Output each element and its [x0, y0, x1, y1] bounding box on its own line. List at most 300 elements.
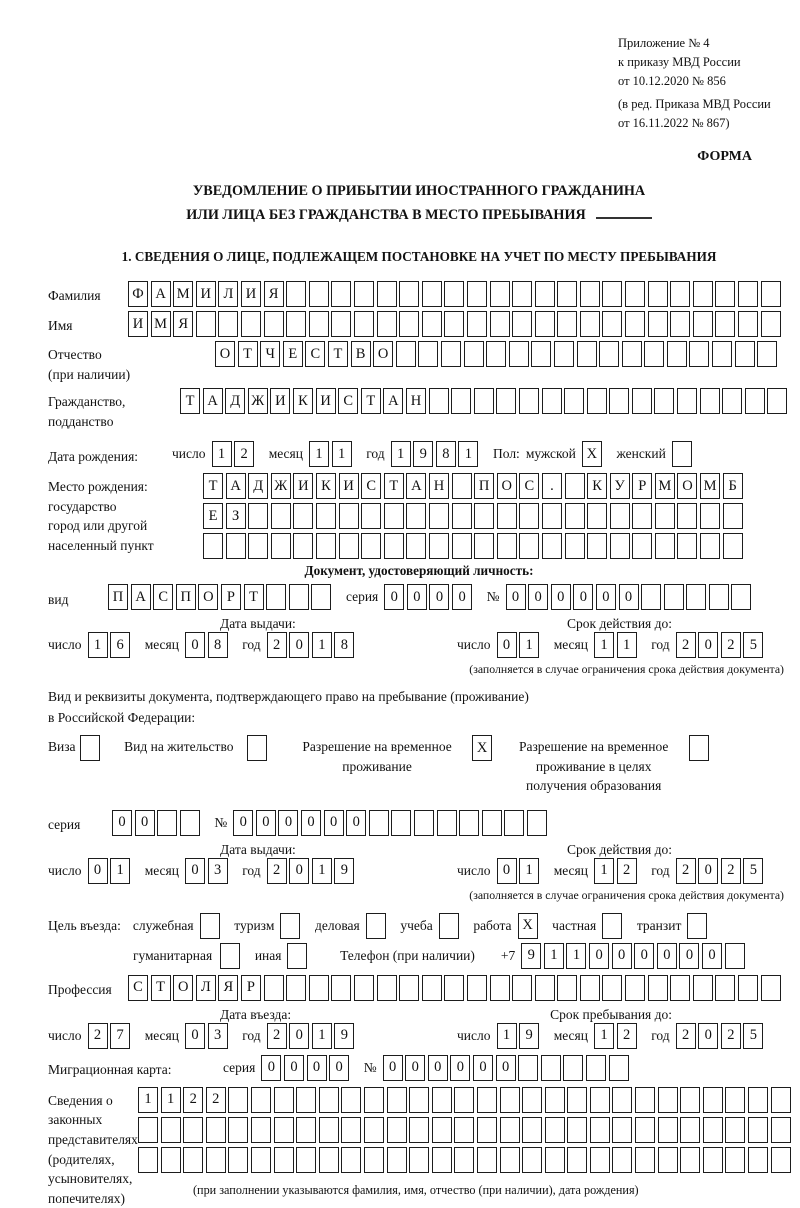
char-cell: 2 — [617, 1023, 637, 1049]
char-cell — [709, 584, 729, 610]
purpose-humanitarian-checkbox[interactable] — [220, 943, 243, 969]
birth-year-input[interactable] — [391, 441, 481, 467]
char-cell: 8 — [436, 441, 456, 467]
char-cell: З — [226, 503, 246, 529]
char-cell: 0 — [405, 1055, 425, 1081]
char-cell: 0 — [324, 810, 344, 836]
char-cell — [677, 388, 697, 414]
char-cell: Е — [283, 341, 303, 367]
char-cell — [467, 311, 487, 337]
given-name-input[interactable] — [128, 311, 783, 337]
guardians-input-line2[interactable] — [138, 1117, 793, 1143]
id-valid-year-input[interactable] — [676, 632, 766, 658]
char-cell: 0 — [589, 943, 609, 969]
char-cell — [452, 533, 472, 559]
char-cell — [161, 1147, 181, 1173]
char-cell: 0 — [473, 1055, 493, 1081]
guardians-input-line1[interactable] — [138, 1087, 793, 1113]
char-cell — [725, 1087, 745, 1113]
char-cell: 9 — [334, 858, 354, 884]
char-cell — [444, 311, 464, 337]
char-cell — [535, 311, 555, 337]
guardians-note: (при заполнении указываются фамилия, имя, отчество (при наличии), дата рождения) — [193, 1182, 639, 1197]
char-cell: М — [151, 311, 171, 337]
visa-label: Виза — [48, 739, 76, 755]
char-cell: 0 — [289, 632, 309, 658]
visa-checkbox[interactable] — [80, 735, 103, 761]
entry-date-headers — [48, 1007, 790, 1023]
valid-until-label: Срок действия до: — [567, 841, 672, 857]
char-cell: В — [351, 341, 371, 367]
char-cell: И — [316, 388, 336, 414]
char-cell — [535, 975, 555, 1001]
char-cell — [429, 533, 449, 559]
entry-month-input[interactable] — [185, 1023, 230, 1049]
char-cell: 2 — [267, 632, 287, 658]
sex-male-checkbox[interactable] — [582, 441, 605, 467]
birth-place-input-line1[interactable] — [203, 473, 745, 499]
id-issue-day-input[interactable] — [88, 632, 133, 658]
char-cell — [586, 1055, 606, 1081]
char-cell — [635, 1117, 655, 1143]
char-cell — [251, 1147, 271, 1173]
char-cell — [545, 1117, 565, 1143]
char-cell — [418, 341, 438, 367]
char-cell: Р — [632, 473, 652, 499]
residence-issue-month-input[interactable] — [185, 858, 230, 884]
char-cell — [693, 281, 713, 307]
birth-day-input[interactable] — [212, 441, 257, 467]
given-name-label: Имя — [48, 318, 73, 334]
entry-year-input[interactable] — [267, 1023, 357, 1049]
entry-dates-row — [48, 1023, 790, 1049]
char-cell: 0 — [506, 584, 526, 610]
char-cell: 1 — [312, 858, 332, 884]
char-cell — [745, 388, 765, 414]
char-cell: 0 — [346, 810, 366, 836]
surname-input[interactable] — [128, 281, 783, 307]
char-cell: Ч — [260, 341, 280, 367]
char-cell: Р — [241, 975, 261, 1001]
char-cell: Я — [173, 311, 193, 337]
char-cell: 1 — [88, 632, 108, 658]
residence-valid-year-input[interactable] — [676, 858, 766, 884]
char-cell: 1 — [110, 858, 130, 884]
birth-place-input-line2[interactable] — [203, 503, 745, 529]
char-cell — [220, 943, 240, 969]
stay-year-input[interactable] — [676, 1023, 766, 1049]
char-cell — [670, 281, 690, 307]
char-cell: Т — [151, 975, 171, 1001]
char-cell: Н — [429, 473, 449, 499]
char-cell: А — [131, 584, 151, 610]
char-cell — [771, 1117, 791, 1143]
char-cell: 0 — [497, 632, 517, 658]
char-cell: 1 — [458, 441, 478, 467]
birth-place-input-line3[interactable] — [203, 533, 745, 559]
char-cell: 0 — [428, 1055, 448, 1081]
char-cell — [241, 311, 261, 337]
char-cell: У — [610, 473, 630, 499]
char-cell — [311, 584, 331, 610]
char-cell: 9 — [519, 1023, 539, 1049]
phone-input[interactable] — [521, 943, 747, 969]
char-cell: 0 — [452, 584, 472, 610]
birth-month-input[interactable] — [309, 441, 354, 467]
char-cell — [384, 503, 404, 529]
char-cell — [454, 1147, 474, 1173]
char-cell — [580, 281, 600, 307]
char-cell: 2 — [267, 1023, 287, 1049]
document-title — [48, 179, 790, 227]
char-cell: 5 — [743, 632, 763, 658]
char-cell: 1 — [617, 632, 637, 658]
char-cell — [738, 975, 758, 1001]
char-cell — [354, 281, 374, 307]
char-cell — [437, 810, 457, 836]
char-cell: М — [173, 281, 193, 307]
char-cell — [331, 975, 351, 1001]
char-cell — [500, 1117, 520, 1143]
birth-place-label: Место рождения: государство город или другой населенный пункт — [48, 479, 154, 553]
char-cell — [602, 975, 622, 1001]
char-cell — [610, 533, 630, 559]
profession-input[interactable] — [128, 975, 783, 1001]
char-cell — [542, 533, 562, 559]
char-cell: 1 — [309, 441, 329, 467]
year-label: год — [242, 637, 261, 653]
stay-until-date-group — [457, 1023, 766, 1049]
residence-doc-line1: Вид и реквизиты документа, подтверждающего право на пребывание (проживание) — [48, 689, 529, 705]
char-cell — [451, 388, 471, 414]
char-cell — [612, 1147, 632, 1173]
char-cell — [316, 533, 336, 559]
sex-female-checkbox[interactable] — [672, 441, 695, 467]
char-cell: 0 — [384, 584, 404, 610]
guardians-inputs — [138, 1087, 793, 1198]
residence-permit-checkbox[interactable] — [247, 735, 270, 761]
char-cell: 1 — [594, 1023, 614, 1049]
char-cell: С — [519, 473, 539, 499]
stay-day-input[interactable] — [497, 1023, 542, 1049]
month-label: месяц — [553, 1027, 588, 1043]
char-cell — [287, 943, 307, 969]
char-cell — [309, 311, 329, 337]
char-cell — [590, 1087, 610, 1113]
char-cell: 0 — [596, 584, 616, 610]
year-label: год — [242, 1027, 261, 1043]
char-cell — [422, 975, 442, 1001]
char-cell — [527, 810, 547, 836]
char-cell — [689, 341, 709, 367]
char-cell: К — [316, 473, 336, 499]
char-cell — [399, 281, 419, 307]
residence-issue-date-group — [48, 858, 357, 884]
patronymic-row — [48, 341, 790, 384]
guardians-label: Сведения о законных представителях (родителях, усыновителях, попечителях) — [48, 1092, 138, 1206]
char-cell: 0 — [233, 810, 253, 836]
char-cell — [429, 503, 449, 529]
surname-row — [48, 281, 790, 307]
char-cell: 1 — [566, 943, 586, 969]
char-cell: 1 — [312, 1023, 332, 1049]
stay-month-input[interactable] — [594, 1023, 639, 1049]
guardians-input-line3[interactable] — [138, 1147, 793, 1173]
valid-until-label: Срок действия до: — [567, 616, 672, 632]
char-cell — [251, 1117, 271, 1143]
series-label: серия — [48, 817, 81, 833]
char-cell — [248, 533, 268, 559]
residence-valid-date-group — [457, 858, 766, 884]
char-cell — [680, 1117, 700, 1143]
char-cell — [80, 735, 100, 761]
char-cell — [567, 1087, 587, 1113]
purpose-lead-label: Цель въезда: — [48, 917, 121, 933]
char-cell: Д — [225, 388, 245, 414]
char-cell: 0 — [497, 858, 517, 884]
char-cell: К — [587, 473, 607, 499]
char-cell: 8 — [208, 632, 228, 658]
char-cell — [444, 281, 464, 307]
char-cell — [654, 388, 674, 414]
migration-number-input[interactable] — [383, 1055, 632, 1081]
char-cell: 0 — [528, 584, 548, 610]
char-cell: С — [128, 975, 148, 1001]
char-cell — [286, 311, 306, 337]
char-cell — [316, 503, 336, 529]
char-cell — [738, 281, 758, 307]
char-cell — [339, 503, 359, 529]
char-cell — [497, 503, 517, 529]
residence-permit-label: Вид на жительство — [124, 739, 234, 755]
purpose-other-label: иная — [254, 947, 282, 963]
id-issue-month-input[interactable] — [185, 632, 230, 658]
char-cell — [577, 341, 597, 367]
char-cell: 0 — [185, 858, 205, 884]
char-cell — [565, 533, 585, 559]
char-cell: 0 — [289, 858, 309, 884]
series-label: серия — [345, 589, 379, 605]
char-cell — [409, 1087, 429, 1113]
patronymic-label: Отчество (при наличии) — [48, 347, 131, 382]
char-cell — [519, 388, 539, 414]
doc-number-input[interactable] — [506, 584, 755, 610]
temp-residence-option — [292, 735, 495, 776]
char-cell: Л — [196, 975, 216, 1001]
number-label: № — [214, 814, 228, 830]
char-cell: 1 — [497, 1023, 517, 1049]
char-cell: 0 — [698, 1023, 718, 1049]
char-cell: 9 — [334, 1023, 354, 1049]
stay-until-label: Срок пребывания до: — [550, 1006, 672, 1022]
char-cell: И — [196, 281, 216, 307]
char-cell — [384, 533, 404, 559]
char-cell: 9 — [413, 441, 433, 467]
patronymic-input[interactable] — [215, 341, 780, 367]
char-cell: 7 — [110, 1023, 130, 1049]
char-cell: 3 — [208, 1023, 228, 1049]
char-cell: 0 — [551, 584, 571, 610]
char-cell — [399, 975, 419, 1001]
char-cell — [748, 1117, 768, 1143]
purpose-tourism-checkbox[interactable] — [280, 913, 303, 939]
char-cell — [672, 441, 692, 467]
char-cell — [180, 810, 200, 836]
char-cell — [700, 503, 720, 529]
char-cell — [545, 1087, 565, 1113]
char-cell — [228, 1117, 248, 1143]
migration-card-label: Миграционная карта: — [48, 1062, 172, 1078]
amendment-line: (в ред. Приказа МВД России — [618, 97, 771, 112]
char-cell — [731, 584, 751, 610]
char-cell — [289, 584, 309, 610]
purpose-transit-label: транзит — [636, 917, 682, 933]
char-cell — [738, 311, 758, 337]
char-cell: 1 — [519, 858, 539, 884]
char-cell: Т — [203, 473, 223, 499]
purpose-work-checkbox[interactable] — [518, 913, 541, 939]
char-cell — [655, 533, 675, 559]
char-cell — [271, 533, 291, 559]
char-cell: А — [383, 388, 403, 414]
residence-issue-year-input[interactable] — [267, 858, 357, 884]
char-cell — [677, 503, 697, 529]
char-cell: 0 — [634, 943, 654, 969]
char-cell: X — [582, 441, 602, 467]
residence-valid-day-input[interactable] — [497, 858, 542, 884]
char-cell: П — [474, 473, 494, 499]
char-cell — [658, 1087, 678, 1113]
char-cell — [247, 735, 267, 761]
char-cell: Ж — [271, 473, 291, 499]
char-cell: 2 — [267, 858, 287, 884]
given-name-row — [48, 311, 790, 337]
migration-series-input[interactable] — [261, 1055, 351, 1081]
doc-type-input[interactable] — [108, 584, 334, 610]
residence-doc-line2: в Российской Федерации: — [48, 710, 196, 726]
temp-residence-edu-option — [509, 735, 712, 796]
year-label: год — [651, 862, 670, 878]
char-cell — [565, 473, 585, 499]
char-cell — [590, 1147, 610, 1173]
char-cell — [509, 341, 529, 367]
purpose-study-label: учеба — [400, 917, 433, 933]
purpose-official-checkbox[interactable] — [200, 913, 223, 939]
char-cell: 0 — [88, 858, 108, 884]
char-cell — [504, 810, 524, 836]
doc-series-input[interactable] — [384, 584, 474, 610]
char-cell: 1 — [161, 1087, 181, 1113]
char-cell — [264, 311, 284, 337]
char-cell: 2 — [676, 858, 696, 884]
temp-residence-checkbox[interactable] — [472, 735, 495, 761]
id-valid-month-input[interactable] — [594, 632, 639, 658]
char-cell: 8 — [334, 632, 354, 658]
id-valid-day-input[interactable] — [497, 632, 542, 658]
char-cell — [693, 311, 713, 337]
char-cell: 2 — [721, 858, 741, 884]
char-cell: Т — [328, 341, 348, 367]
char-cell — [625, 975, 645, 1001]
char-cell — [664, 584, 684, 610]
char-cell — [518, 1055, 538, 1081]
char-cell — [632, 533, 652, 559]
purpose-other-checkbox[interactable] — [287, 943, 310, 969]
char-cell: И — [128, 311, 148, 337]
char-cell — [722, 388, 742, 414]
char-cell — [522, 1147, 542, 1173]
char-cell: 1 — [332, 441, 352, 467]
id-issue-year-input[interactable] — [267, 632, 357, 658]
purpose-business-checkbox[interactable] — [366, 913, 389, 939]
char-cell — [542, 388, 562, 414]
char-cell — [218, 311, 238, 337]
char-cell — [723, 503, 743, 529]
char-cell: Т — [238, 341, 258, 367]
char-cell: 0 — [698, 632, 718, 658]
char-cell — [387, 1117, 407, 1143]
purpose-transit-checkbox[interactable] — [687, 913, 710, 939]
year-label: год — [242, 862, 261, 878]
char-cell: 1 — [312, 632, 332, 658]
char-cell — [251, 1087, 271, 1113]
char-cell: 2 — [183, 1087, 203, 1113]
valid-note: (заполняется в случае ограничения срока действия документа) — [469, 887, 784, 902]
char-cell: 1 — [519, 632, 539, 658]
char-cell — [641, 584, 661, 610]
char-cell: 1 — [544, 943, 564, 969]
char-cell — [271, 503, 291, 529]
citizenship-input[interactable] — [180, 388, 790, 414]
char-cell — [602, 913, 622, 939]
appendix-block — [618, 34, 790, 133]
residence-series-input[interactable] — [112, 810, 202, 836]
char-cell: 2 — [721, 1023, 741, 1049]
residence-issue-day-input[interactable] — [88, 858, 133, 884]
purpose-private-checkbox[interactable] — [602, 913, 625, 939]
char-cell — [703, 1147, 723, 1173]
char-cell: А — [406, 473, 426, 499]
char-cell — [557, 311, 577, 337]
month-label: месяц — [144, 1027, 179, 1043]
purpose-study-checkbox[interactable] — [439, 913, 462, 939]
char-cell — [422, 281, 442, 307]
char-cell — [512, 975, 532, 1001]
char-cell — [364, 1087, 384, 1113]
id-dates-row — [48, 632, 790, 658]
char-cell — [565, 503, 585, 529]
char-cell — [369, 810, 389, 836]
residence-valid-month-input[interactable] — [594, 858, 639, 884]
char-cell: 2 — [206, 1087, 226, 1113]
temp-residence-edu-checkbox[interactable] — [689, 735, 712, 761]
char-cell: 0 — [329, 1055, 349, 1081]
entry-day-input[interactable] — [88, 1023, 133, 1049]
char-cell — [700, 388, 720, 414]
char-cell — [761, 975, 781, 1001]
char-cell — [432, 1117, 452, 1143]
char-cell: Е — [203, 503, 223, 529]
month-label: месяц — [553, 862, 588, 878]
char-cell — [331, 311, 351, 337]
char-cell — [680, 1147, 700, 1173]
char-cell: 1 — [594, 632, 614, 658]
residence-number-input[interactable] — [233, 810, 549, 836]
char-cell — [567, 1117, 587, 1143]
char-cell — [667, 341, 687, 367]
year-label: год — [651, 637, 670, 653]
char-cell — [477, 1087, 497, 1113]
